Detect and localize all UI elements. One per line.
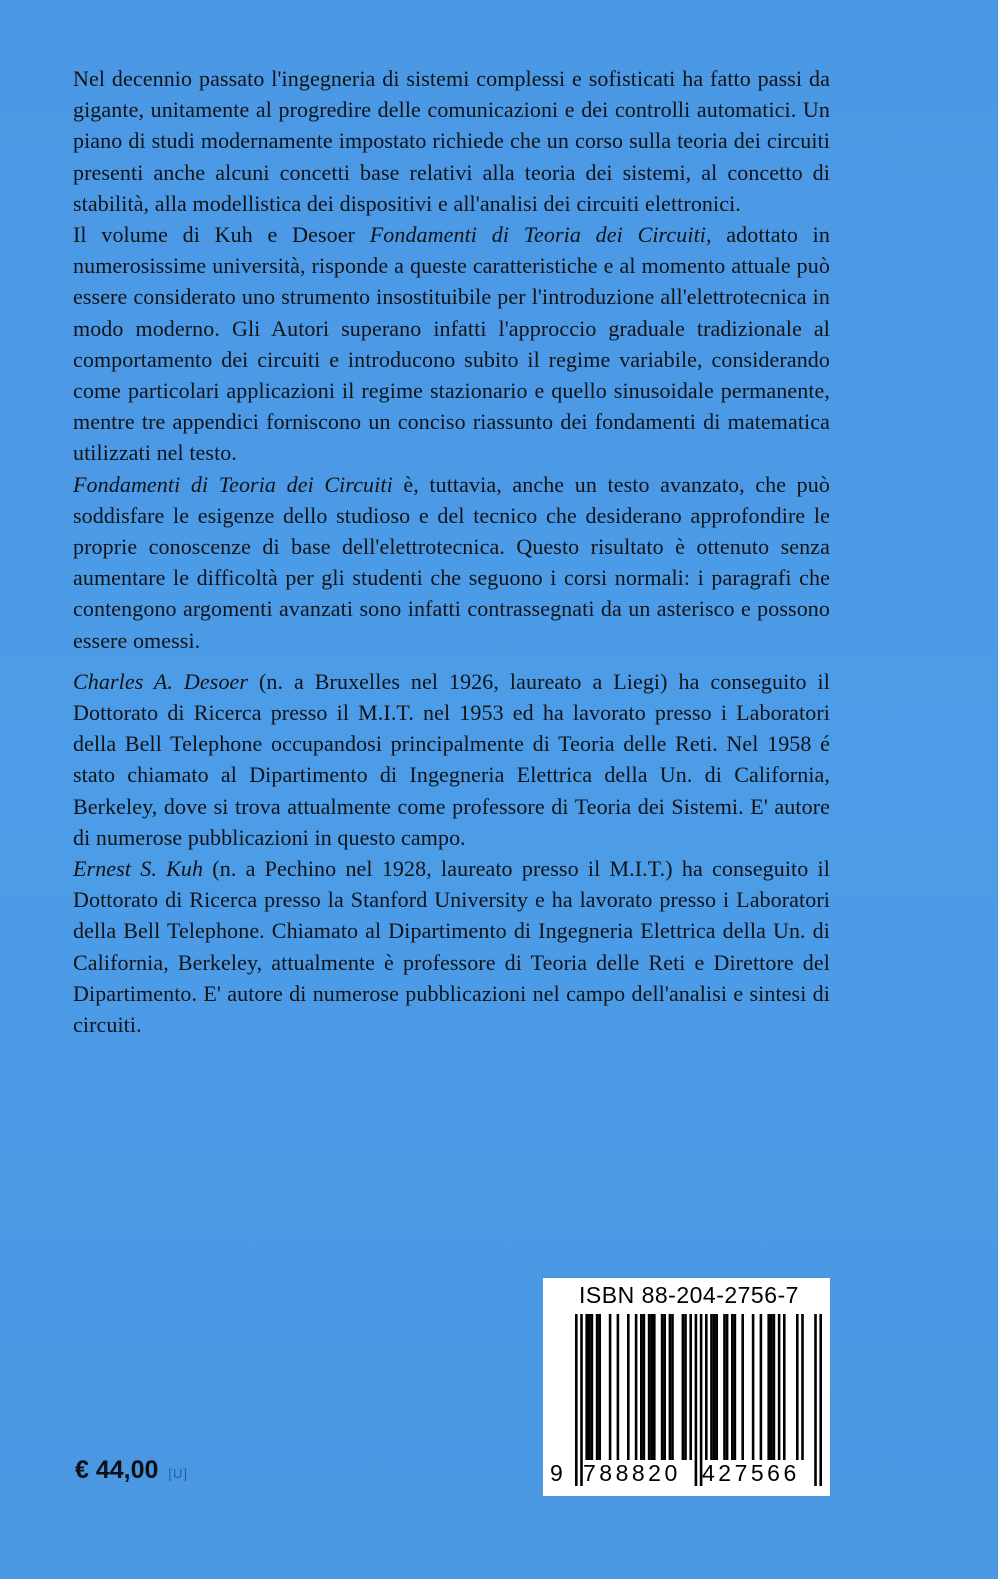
barcode-bar bbox=[770, 1314, 773, 1460]
blurb-text bbox=[73, 63, 830, 1040]
barcode-bar bbox=[741, 1314, 744, 1460]
barcode-bar bbox=[814, 1314, 817, 1486]
paragraph-volume-pre: Il volume di Kuh e Desoer bbox=[73, 222, 370, 248]
barcode-bar bbox=[684, 1314, 687, 1460]
barcode-bar bbox=[585, 1314, 588, 1460]
barcode-bar bbox=[778, 1314, 781, 1460]
price-amount: € 44,00 bbox=[75, 1456, 159, 1484]
paragraph-intro-text: Nel decennio passato l'ingegneria di sistemi complessi e sofisticati ha fatto passi da gigante, unitamente al progredire delle comunicazioni e dei controlli automatici. Un piano di studi modernamente impostato richiede che un corso sulla teoria dei circuiti presenti anche alcuni concetti base relativi alla teoria dei sistemi, al concetto di stabilità, alla modellistica dei dispositivi e all'analisi dei circuiti elettronici. bbox=[73, 66, 830, 216]
barcode-bar bbox=[734, 1314, 737, 1460]
barcode-bar bbox=[627, 1314, 630, 1460]
barcode-bar bbox=[598, 1314, 601, 1460]
isbn-label: ISBN 88-204-2756-7 bbox=[579, 1282, 799, 1308]
book-title-italic: Fondamenti di Teoria dei Circuiti bbox=[369, 222, 706, 248]
author-name-desoer: Charles A. Desoer bbox=[73, 668, 249, 694]
barcode-bar bbox=[801, 1314, 804, 1460]
barcode-bar bbox=[767, 1314, 770, 1460]
barcode-bar bbox=[715, 1314, 718, 1460]
barcode-bar bbox=[726, 1314, 729, 1460]
barcode-bar bbox=[723, 1314, 726, 1460]
barcode-bar bbox=[650, 1314, 653, 1460]
barcode-bar bbox=[591, 1314, 594, 1460]
barcode-bar bbox=[760, 1314, 763, 1460]
barcode-bar bbox=[752, 1314, 755, 1460]
author-bio-kuh: (n. a Pechino nel 1928, laureato presso il M.I.T.) ha conseguito il Dottorato di Ricerca presso la Stanford University e ha lavorato presso i Laboratori della Bell Telephone. Chiamato al Dipartimento di Ingegneria Elettrica della Un. di California, Berkeley, attualmente è professore di Teoria delle Reti e Direttore del Dipartimento. E' autore di numerose pubblicazioni nel campo dell'analisi e sintesi di circuiti. bbox=[73, 856, 830, 1038]
paragraph-author-kuh bbox=[73, 853, 830, 1040]
barcode-bar bbox=[689, 1314, 692, 1460]
barcode-bar bbox=[710, 1314, 713, 1460]
barcode-bar bbox=[575, 1314, 578, 1486]
barcode-bar bbox=[819, 1314, 822, 1486]
paragraph-author-desoer bbox=[73, 666, 830, 853]
barcode-bar bbox=[705, 1314, 708, 1460]
barcode-bar bbox=[773, 1314, 776, 1460]
barcode-bar bbox=[596, 1314, 599, 1460]
paragraph-advanced-post: è, tuttavia, anche un testo avanzato, che può soddisfare le esigenze dello studioso e del tecnico che desiderano approfondire le proprie conoscenze di base dell'elettrotecnica. Questo risultato è ottenuto senza aumentare le difficoltà per gli studenti che seguono i corsi normali: i paragrafi che contengono argomenti avanzati sono infatti contrassegnati da un asterisco e possono essere omessi. bbox=[73, 471, 830, 653]
barcode-bar bbox=[588, 1314, 591, 1460]
barcode-bar bbox=[640, 1314, 643, 1460]
barcode-bar bbox=[695, 1314, 698, 1486]
barcode-bar bbox=[643, 1314, 646, 1460]
barcode-bar bbox=[663, 1314, 666, 1460]
barcode-bar bbox=[648, 1314, 651, 1460]
paragraph-advanced bbox=[73, 469, 830, 656]
book-title-italic-2: Fondamenti di Teoria dei Circuiti bbox=[73, 471, 393, 497]
barcode-bar bbox=[783, 1314, 786, 1460]
barcode-bar bbox=[609, 1314, 612, 1460]
paragraph-intro bbox=[73, 63, 830, 219]
price-code: [U] bbox=[168, 1466, 189, 1481]
barcode-bar bbox=[617, 1314, 620, 1460]
ean-right-digits: 427566 bbox=[702, 1460, 800, 1486]
paragraph-volume-post: , adottato in numerosissime università, risponde a queste caratteristiche e al momento attuale può essere considerato uno strumento insostituibile per l'introduzione all'elettrotecnica in modo moderno. Gli Autori superano infatti l'approccio graduale tradizionale al comportamento dei circuiti e introducono subito il regime variabile, considerando come particolari applicazioni il regime stazionario e quello sinusoidale permanente, mentre tre appendici forniscono un conciso riassunto dei fondamenti di matematica utilizzati nel testo. bbox=[73, 222, 830, 466]
barcode-bar bbox=[671, 1314, 674, 1460]
author-bio-desoer: (n. a Bruxelles nel 1926, laureato a Liegi) ha conseguito il Dottorato di Ricerca presso il M.I.T. nel 1953 ed ha lavorato presso i Laboratori della Bell Telephone occupandosi principalmente di Teoria delle Reti. Nel 1958 é stato chiamato al Dipartimento di Ingegneria Elettrica della Un. di California, Berkeley, dove si trova attualmente come professore di Teoria dei Sistemi. E' autore di numerose pubblicazioni in questo campo. bbox=[73, 668, 830, 850]
barcode-bar bbox=[653, 1314, 656, 1460]
paragraph-volume bbox=[73, 219, 830, 469]
barcode-bar bbox=[682, 1314, 685, 1460]
barcode-bar bbox=[669, 1314, 672, 1460]
author-name-kuh: Ernest S. Kuh bbox=[73, 856, 204, 882]
price-label bbox=[75, 1456, 188, 1485]
barcode-bar bbox=[796, 1314, 799, 1460]
ean-first-digit: 9 bbox=[550, 1460, 563, 1486]
ean-left-digits: 788820 bbox=[583, 1460, 681, 1486]
barcode-bar bbox=[661, 1314, 664, 1460]
barcode-bar bbox=[635, 1314, 638, 1460]
barcode-bar bbox=[731, 1314, 734, 1460]
isbn-barcode-box bbox=[543, 1278, 830, 1496]
barcode-bar bbox=[713, 1314, 716, 1460]
